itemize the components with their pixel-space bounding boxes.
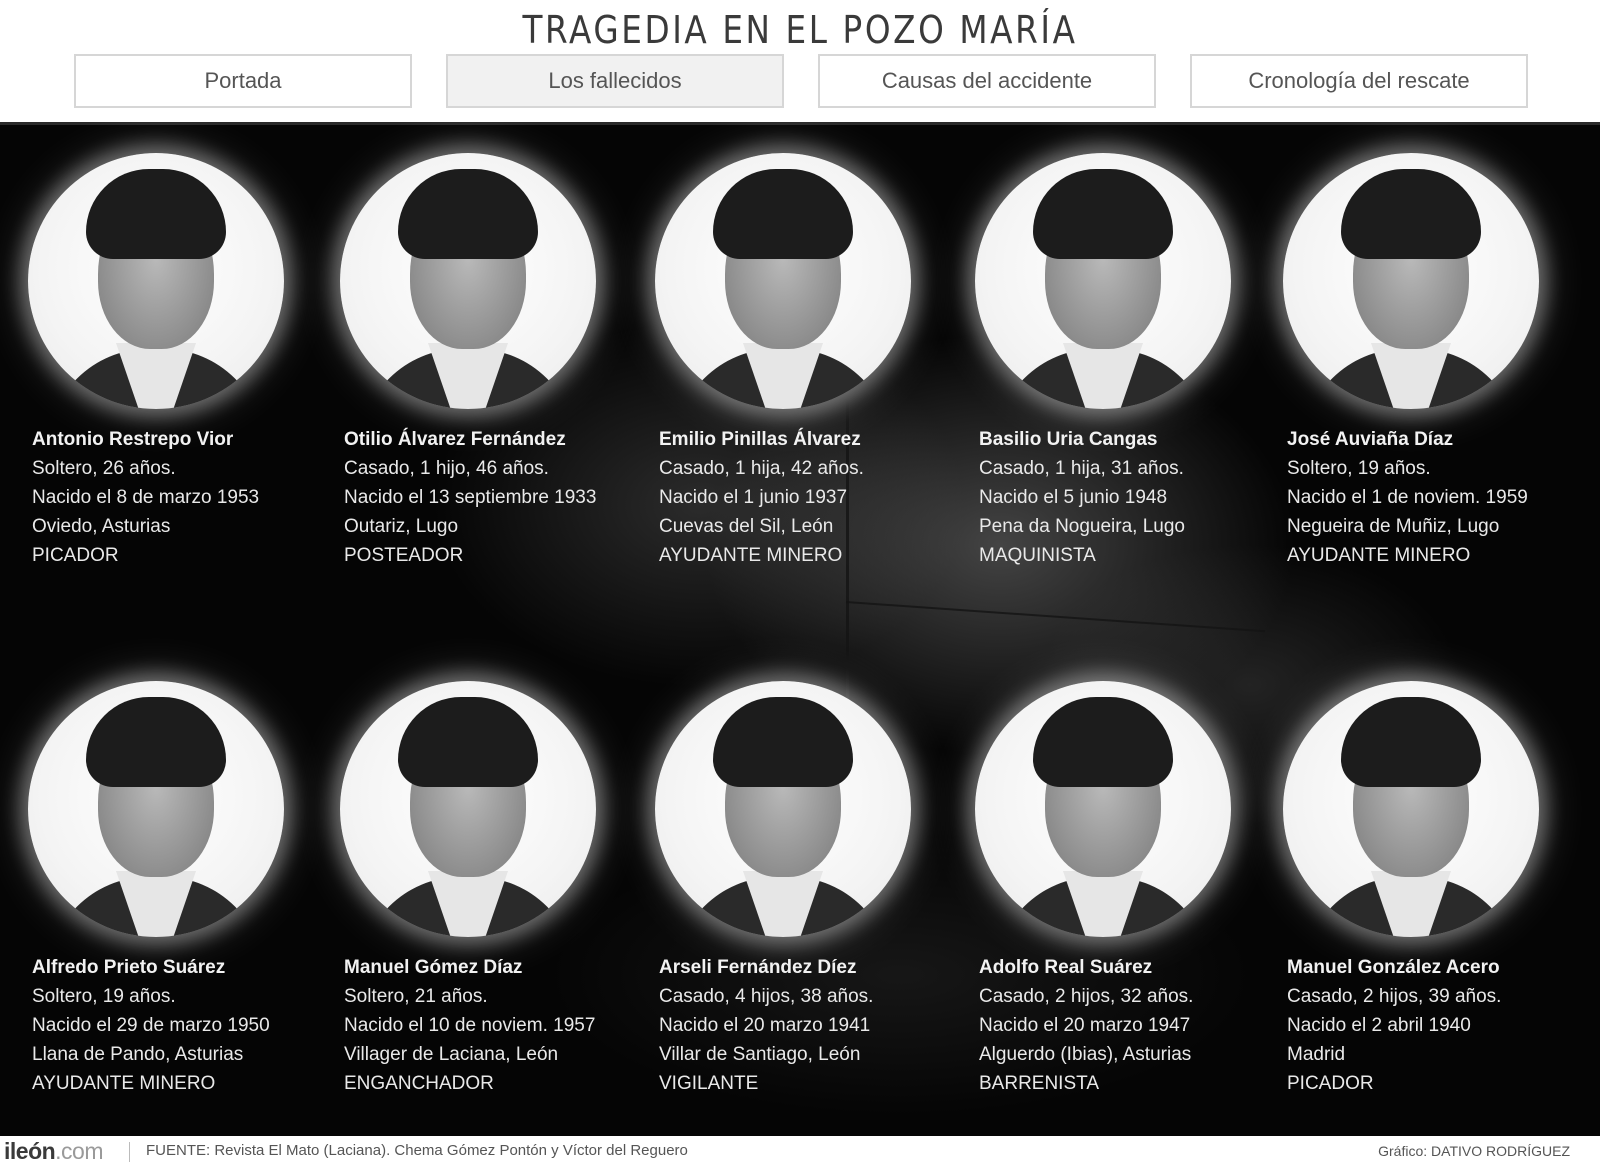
victim-job: VIGILANTE (659, 1073, 759, 1094)
victim-birth: Nacido el 29 de marzo 1950 (32, 1015, 270, 1036)
victim-birthplace: Oviedo, Asturias (32, 516, 171, 537)
victim-birth: Nacido el 20 marzo 1947 (979, 1015, 1191, 1036)
victim-job: ENGANCHADOR (344, 1073, 494, 1094)
logo-tld: .com (55, 1138, 104, 1164)
victim-job: AYUDANTE MINERO (1287, 545, 1471, 566)
victim-name: Arseli Fernández Díez (659, 957, 857, 978)
victim-birth: Nacido el 2 abril 1940 (1287, 1015, 1471, 1036)
victim-birthplace: Madrid (1287, 1044, 1346, 1065)
victim-name: Emilio Pinillas Álvarez (659, 429, 861, 450)
victim-portrait (655, 681, 911, 937)
victim-status: Casado, 1 hijo, 46 años. (344, 458, 549, 479)
portrait-hair (713, 169, 853, 259)
victim-status: Casado, 2 hijos, 32 años. (979, 986, 1194, 1007)
tab-cronologia-del-rescate[interactable]: Cronología del rescate (1190, 54, 1528, 108)
site-logo[interactable] (4, 1138, 103, 1165)
portrait-hair (398, 697, 538, 787)
tab-los-fallecidos[interactable]: Los fallecidos (446, 54, 784, 108)
victim-birth: Nacido el 1 junio 1937 (659, 487, 848, 508)
portrait-hair (398, 169, 538, 259)
portrait-hair (1341, 169, 1481, 259)
victims-panel (0, 122, 1600, 1136)
victim-birth: Nacido el 1 de noviem. 1959 (1287, 487, 1528, 508)
source-credit: FUENTE: Revista El Mato (Laciana). Chema Gómez Pontón y Víctor del Reguero (146, 1142, 688, 1159)
victim-name: Manuel Gómez Díaz (344, 957, 523, 978)
victim-info (659, 425, 864, 570)
portrait-hair (1033, 169, 1173, 259)
victim-job: POSTEADOR (344, 545, 464, 566)
victim-info (32, 953, 270, 1098)
victim-portrait (655, 153, 911, 409)
section-nav (0, 54, 1600, 108)
victim-info (1287, 953, 1501, 1098)
victim-birthplace: Cuevas del Sil, León (659, 516, 834, 537)
graphic-credit: Gráfico: DATIVO RODRÍGUEZ (1378, 1143, 1570, 1159)
victim-birth: Nacido el 20 marzo 1941 (659, 1015, 871, 1036)
victim-info (659, 953, 873, 1098)
footer-divider (129, 1142, 130, 1162)
footer (0, 1136, 1600, 1166)
victim-job: AYUDANTE MINERO (32, 1073, 216, 1094)
victim-portrait (28, 681, 284, 937)
victim-status: Soltero, 21 años. (344, 986, 488, 1007)
victim-birthplace: Villager de Laciana, León (344, 1044, 559, 1065)
header (0, 0, 1600, 122)
victim-name: Manuel González Acero (1287, 957, 1500, 978)
victim-job: BARRENISTA (979, 1073, 1100, 1094)
portrait-hair (713, 697, 853, 787)
victim-info (979, 953, 1193, 1098)
victim-info (979, 425, 1185, 570)
page-title: TRAGEDIA EN EL POZO MARÍA (522, 8, 1078, 52)
victim-info (1287, 425, 1528, 570)
victim-birthplace: Llana de Pando, Asturias (32, 1044, 244, 1065)
portrait-hair (1033, 697, 1173, 787)
victim-portrait (28, 153, 284, 409)
victim-info (344, 953, 595, 1098)
paper-crease (846, 601, 1265, 632)
victim-portrait (340, 681, 596, 937)
victim-portrait (340, 153, 596, 409)
victim-name: Adolfo Real Suárez (979, 957, 1153, 978)
victim-portrait (1283, 681, 1539, 937)
victim-portrait (1283, 153, 1539, 409)
victim-info (32, 425, 259, 570)
portrait-hair (86, 169, 226, 259)
victim-birthplace: Negueira de Muñiz, Lugo (1287, 516, 1500, 537)
victim-birthplace: Alguerdo (Ibias), Asturias (979, 1044, 1192, 1065)
victim-status: Casado, 4 hijos, 38 años. (659, 986, 874, 1007)
victim-job: PICADOR (1287, 1073, 1374, 1094)
victim-birthplace: Pena da Nogueira, Lugo (979, 516, 1185, 537)
victim-status: Casado, 2 hijos, 39 años. (1287, 986, 1502, 1007)
victim-birth: Nacido el 8 de marzo 1953 (32, 487, 260, 508)
tab-causas-del-accidente[interactable]: Causas del accidente (818, 54, 1156, 108)
victim-name: Antonio Restrepo Vior (32, 429, 234, 450)
victim-birth: Nacido el 13 septiembre 1933 (344, 487, 597, 508)
victim-job: MAQUINISTA (979, 545, 1096, 566)
victim-name: Otilio Álvarez Fernández (344, 429, 566, 450)
victim-status: Casado, 1 hija, 42 años. (659, 458, 864, 479)
victim-birth: Nacido el 10 de noviem. 1957 (344, 1015, 596, 1036)
victim-name: Basilio Uria Cangas (979, 429, 1158, 450)
victim-portrait (975, 681, 1231, 937)
portrait-hair (1341, 697, 1481, 787)
logo-brand: ileón (4, 1138, 56, 1164)
victim-status: Soltero, 19 años. (1287, 458, 1431, 479)
tab-portada[interactable]: Portada (74, 54, 412, 108)
portrait-hair (86, 697, 226, 787)
victim-birthplace: Villar de Santiago, León (659, 1044, 861, 1065)
victim-name: Alfredo Prieto Suárez (32, 957, 226, 978)
victim-status: Casado, 1 hija, 31 años. (979, 458, 1184, 479)
victim-status: Soltero, 26 años. (32, 458, 176, 479)
victim-portrait (975, 153, 1231, 409)
victim-name: José Auviaña Díaz (1287, 429, 1454, 450)
victim-job: AYUDANTE MINERO (659, 545, 843, 566)
victim-info (344, 425, 596, 570)
victim-status: Soltero, 19 años. (32, 986, 176, 1007)
victim-birth: Nacido el 5 junio 1948 (979, 487, 1168, 508)
victim-job: PICADOR (32, 545, 119, 566)
victim-birthplace: Outariz, Lugo (344, 516, 459, 537)
